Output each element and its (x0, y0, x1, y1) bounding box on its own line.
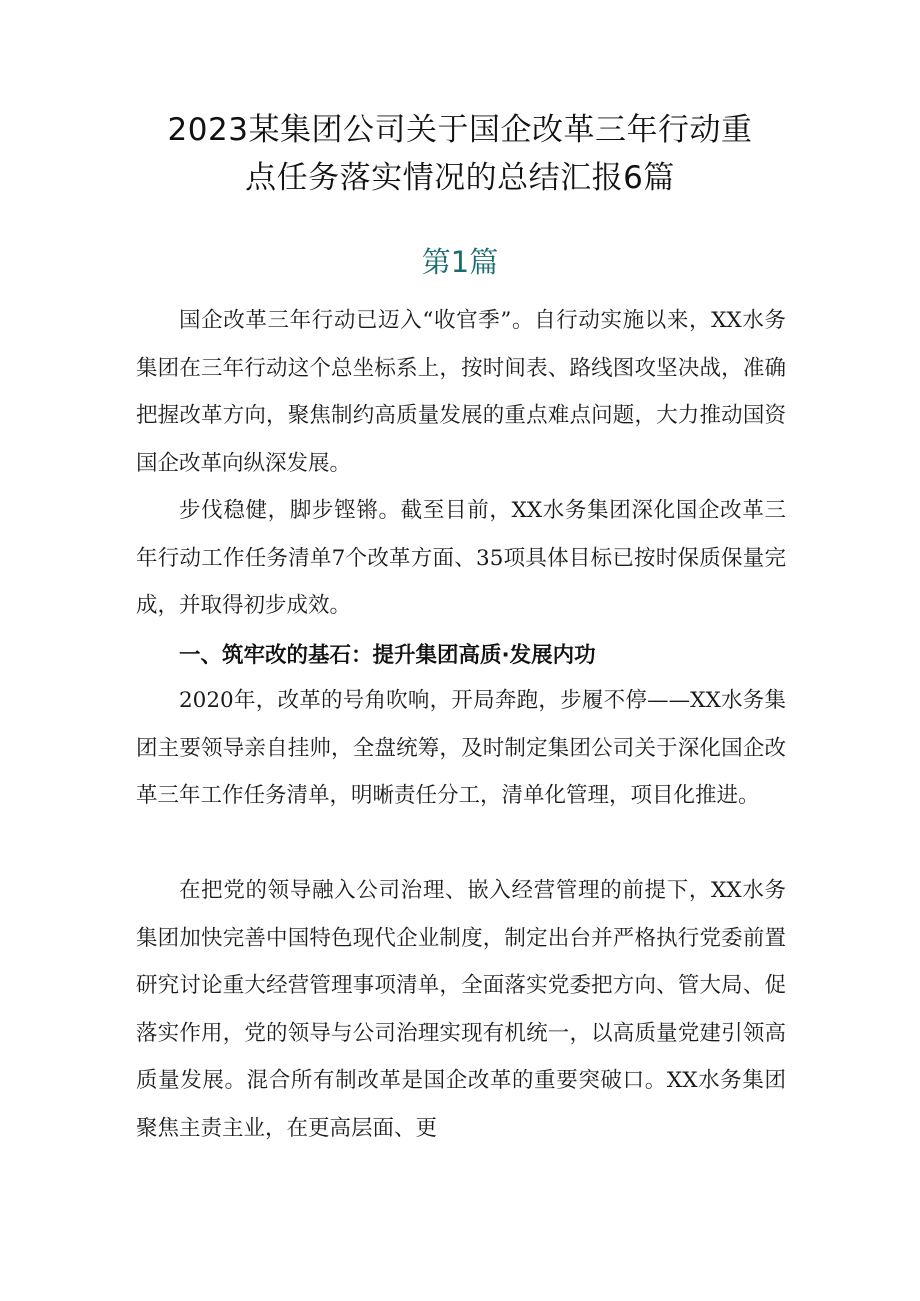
document-title-line-1: 2023某集团公司关于国企改革三年行动重 (167, 112, 753, 148)
paragraph-party-leadership: 在把党的领导融入公司治理、嵌入经营管理的前提下，XX水务集团加快完善中国特色现代企业制度，制定出台并严格执行党委前置研究讨论重大经营管理事项清单，全面落实党委把方向、管大局、促落实作用，党的领导与公司治理实现有机统一，以高质量党建引领高质量发展。混合所有制改革是国企改革的重要突破口。XX水务集团聚焦主责主业，在更高层面、更 (136, 878, 786, 1141)
section-subtitle: 第1篇 (421, 245, 499, 279)
section-heading-1: 一、筑牢改的基石：提升集团高质·发展内功 (179, 643, 596, 668)
paragraph-2020: 2020年，改革的号角吹响，开局奔跑，步履不停——XX水务集团主要领导亲自挂帅，全盘统筹，及时制定集团公司关于深化国企改革三年工作任务清单，明晰责任分工，清单化管理，项目化推进。 (136, 688, 786, 808)
document-title-line-2: 点任务落实情况的总结汇报6篇 (245, 160, 675, 196)
paragraph-progress: 步伐稳健，脚步铿锵。截至目前，XX水务集团深化国企改革三年行动工作任务清单7个改革方面、35项具体目标已按时保质保量完成，并取得初步成效。 (136, 498, 786, 618)
paragraph-intro: 国企改革三年行动已迈入“收官季”。自行动实施以来，XX水务集团在三年行动这个总坐标系上，按时间表、路线图攻坚决战，准确把握改革方向，聚焦制约高质量发展的重点难点问题，大力推动国资国企改革向纵深发展。 (136, 308, 786, 476)
